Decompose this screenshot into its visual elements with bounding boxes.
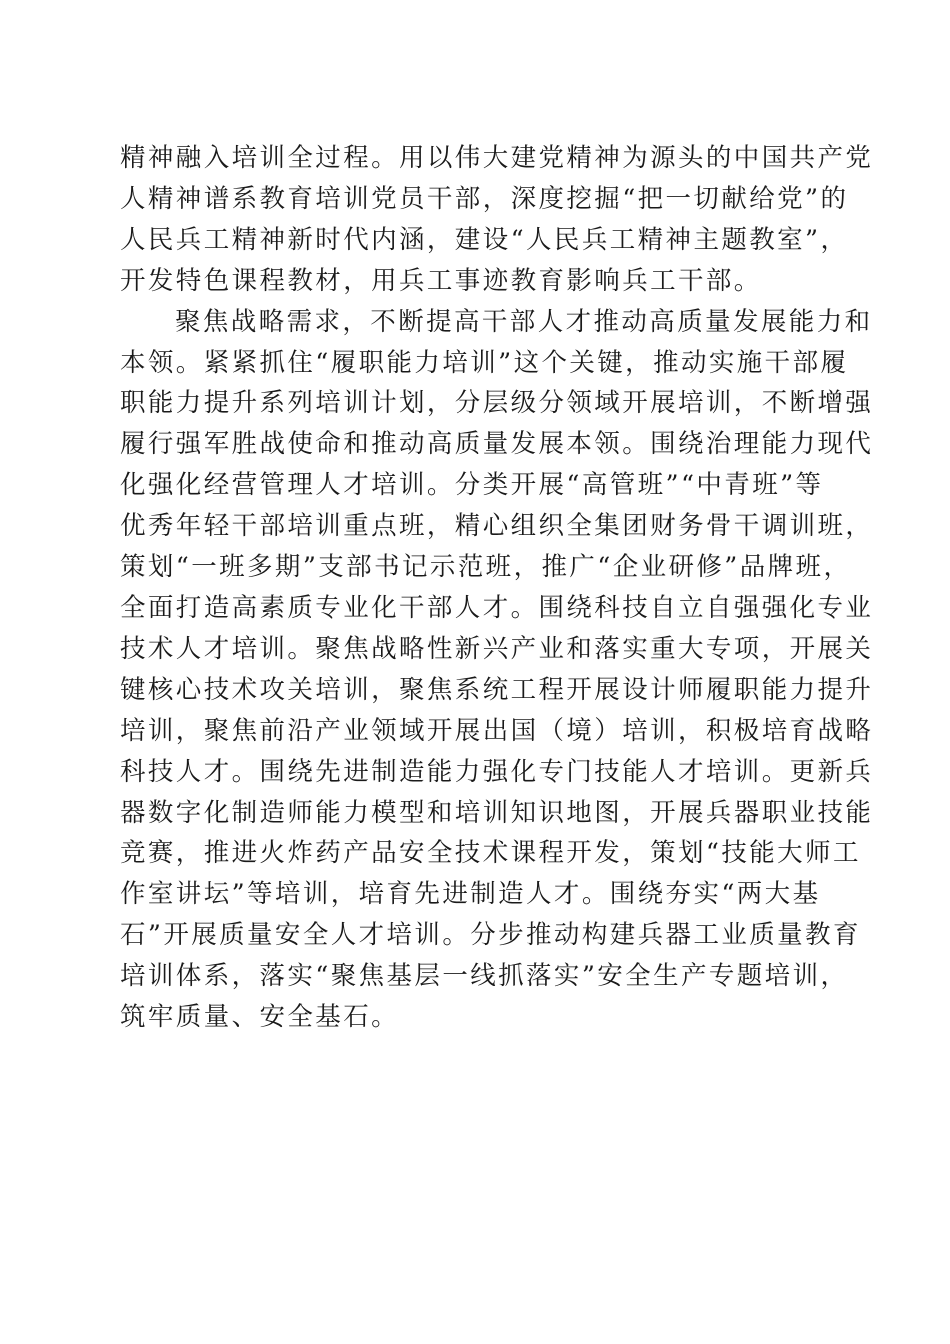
text-line: 人民兵工精神新时代内涵，建设“人民兵工精神主题教室”， [120,224,849,255]
text-line: 本领。紧紧抓住“履职能力培训”这个关键，推动实施干部履 [120,347,849,378]
text-line: 技术人才培训。聚焦战略性新兴产业和落实重大专项，开展关 [120,633,874,664]
text-line: 全面打造高素质专业化干部人才。围绕科技自立自强强化专业 [120,592,874,623]
text-line: 石”开展质量安全人才培训。分步推动构建兵器工业质量教育 [120,920,861,951]
text-line: 竞赛，推进火炸药产品安全技术课程开发，策划“技能大师工 [120,838,861,869]
text-line: 聚焦战略需求，不断提高干部人才推动高质量发展能力和 [175,306,873,337]
text-line: 化强化经营管理人才培训。分类开展“高管班”“中青班”等 [120,470,824,501]
text-line: 培训体系，落实“聚焦基层一线抓落实”安全生产专题培训， [120,961,849,992]
body-text [120,138,874,1038]
text-line: 培训，聚焦前沿产业领域开展出国（境）培训，积极培育战略 [120,715,874,746]
text-line: 履行强军胜战使命和推动高质量发展本领。围绕治理能力现代 [120,429,874,460]
text-line: 职能力提升系列培训计划，分层级分领域开展培训，不断增强 [120,388,874,419]
text-line: 作室讲坛”等培训，培育先进制造人才。围绕夯实“两大基 [120,879,821,910]
paragraph-2 [120,302,874,1038]
text-line: 科技人才。围绕先进制造能力强化专门技能人才培训。更新兵 [120,756,874,787]
text-line: 筑牢质量、安全基石。 [120,1002,400,1033]
text-line: 键核心技术攻关培训，聚焦系统工程开展设计师履职能力提升 [120,674,874,705]
text-line: 开发特色课程教材，用兵工事迹教育影响兵工干部。 [120,265,762,296]
text-line: 优秀年轻干部培训重点班，精心组织全集团财务骨干调训班， [120,511,874,542]
paragraph-1 [120,138,874,302]
text-line: 人精神谱系教育培训党员干部，深度挖掘“把一切献给党”的 [120,183,849,214]
text-line: 策划“一班多期”支部书记示范班，推广“企业研修”品牌班， [120,552,852,583]
text-line: 精神融入培训全过程。用以伟大建党精神为源头的中国共产党 [120,143,874,173]
text-line: 器数字化制造师能力模型和培训知识地图，开展兵器职业技能 [120,797,874,828]
